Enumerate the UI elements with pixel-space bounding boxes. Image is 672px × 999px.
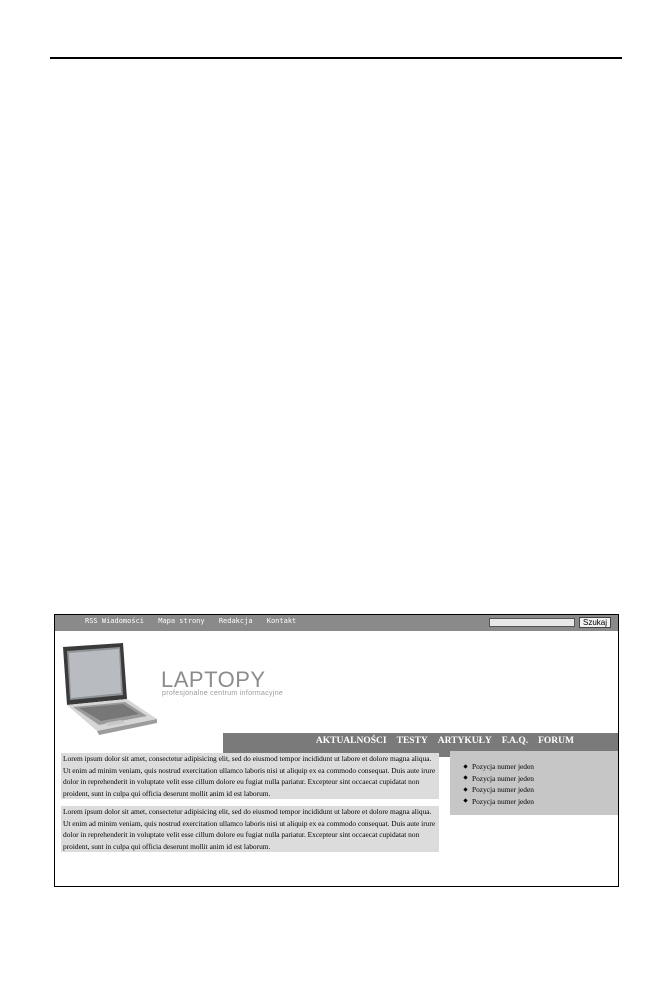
- logo-title[interactable]: LAPTOPY: [161, 667, 266, 692]
- sidebar-item[interactable]: [464, 784, 534, 796]
- website-mockup: [54, 614, 619, 887]
- page-rule: [50, 57, 622, 59]
- sidebar-item[interactable]: [464, 773, 534, 785]
- nav-item-forum[interactable]: FORUM: [538, 736, 574, 746]
- search-button[interactable]: Szukaj: [579, 617, 611, 628]
- toplink-sitemap[interactable]: Mapa strony: [158, 617, 205, 625]
- top-links: [85, 617, 306, 625]
- toplink-contact[interactable]: Kontakt: [266, 617, 297, 625]
- content-paragraph: Lorem ipsum dolor sit amet, consectetur adipisicing elit, sed do eiusmod tempor incididunt ut labore et dolore magna aliqua. Ut enim ad minim veniam, quis nostrud exercitation ullamco laboris nisi ut aliquip ex ea commodo consequat. Duis aute irure dolor in reprehenderit in voluptate velit esse cillum dolore eu fugiat nulla pariatur. Excepteur sint occaecat cupidatat non proident, sunt in culpa qui officia deserunt mollit anim id est laborum.: [61, 753, 439, 799]
- bullet-icon: [463, 787, 467, 791]
- logo-subtitle: profesjonalne centrum informacyjne: [162, 690, 284, 697]
- sidebar: [450, 751, 618, 815]
- bullet-icon: [463, 776, 467, 780]
- content-paragraph: Lorem ipsum dolor sit amet, consectetur adipisicing elit, sed do eiusmod tempor incididunt ut labore et dolore magna aliqua. Ut enim ad minim veniam, quis nostrud exercitation ullamco laboris nisi ut aliquip ex ea commodo consequat. Duis aute irure dolor in reprehenderit in voluptate velit esse cillum dolore eu fugiat nulla pariatur. Excepteur sint occaecat cupidatat non proident, sunt in culpa qui officia deserunt mollit anim id est laborum.: [61, 806, 439, 852]
- sidebar-item-label: Pozycja numer jeden: [472, 785, 534, 794]
- sidebar-item-label: Pozycja numer jeden: [472, 796, 534, 806]
- nav-item-news[interactable]: AKTUALNOŚCI: [315, 736, 387, 746]
- nav-item-articles[interactable]: ARTYKUŁY: [437, 736, 492, 746]
- top-bar: [55, 615, 618, 631]
- sidebar-item-label: Pozycja numer jeden: [472, 773, 534, 783]
- main-content: [61, 753, 439, 859]
- nav-item-faq[interactable]: F.A.Q.: [501, 736, 529, 746]
- bullet-icon: [463, 764, 467, 768]
- toplink-editorial[interactable]: Redakcja: [218, 617, 253, 625]
- bullet-icon: [463, 799, 467, 803]
- site-header: [55, 631, 618, 746]
- sidebar-item[interactable]: [464, 761, 534, 773]
- toplink-rss[interactable]: RSS Wiadomości: [85, 617, 145, 625]
- search-input[interactable]: [489, 618, 575, 627]
- sidebar-item[interactable]: [464, 796, 534, 808]
- nav-item-tests[interactable]: TESTY: [396, 736, 428, 746]
- laptop-image: [59, 641, 159, 737]
- sidebar-item-label: Pozycja numer jeden: [472, 762, 534, 771]
